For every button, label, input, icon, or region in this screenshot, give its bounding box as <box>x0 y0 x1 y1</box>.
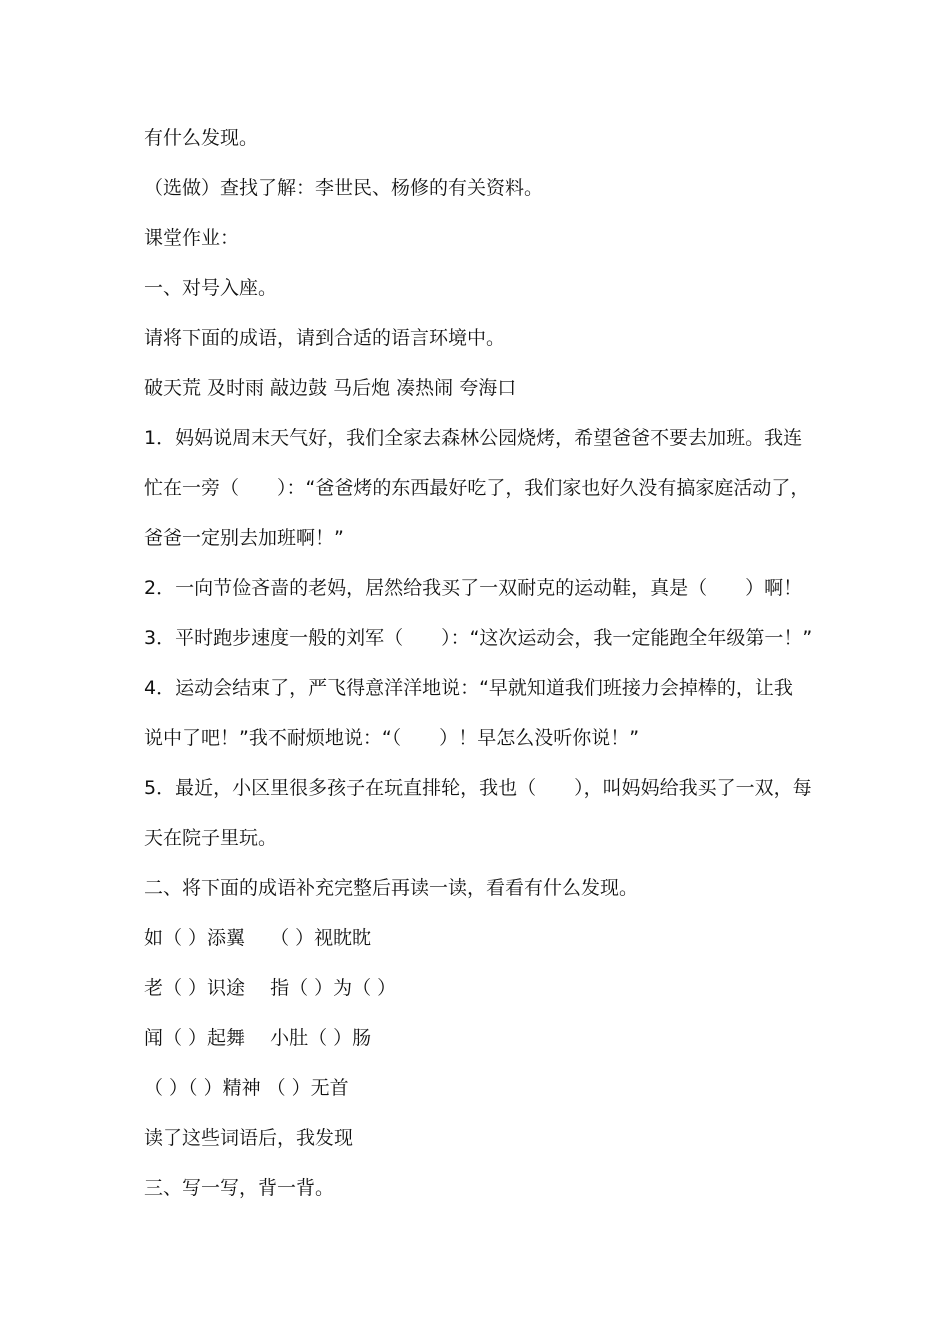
exercise-item: 天在院子里玩。 <box>144 827 278 849</box>
exercise-item: 2．一向节俭吝啬的老妈，居然给我买了一双耐克的运动鞋，真是（ ）啊！ <box>144 577 803 599</box>
text-line: 读了这些词语后，我发现 <box>144 1127 354 1149</box>
idiom-fill-row: 如（ ）添翼 （ ）视眈眈 <box>144 927 372 949</box>
idiom-list: 破天荒 及时雨 敲边鼓 马后炮 凑热闹 夸海口 <box>144 377 517 399</box>
instruction-text: 请将下面的成语，请到合适的语言环境中。 <box>144 327 506 349</box>
exercise-item: 忙在一旁（ ）：“爸爸烤的东西最好吃了，我们家也好久没有搞家庭活动了， <box>144 477 810 499</box>
section-heading: 三、写一写，背一背。 <box>144 1177 335 1199</box>
section-heading: 二、将下面的成语补充完整后再读一读，看看有什么发现。 <box>144 877 639 899</box>
idiom-fill-row: 闻（ ）起舞 小肚（ ）肠 <box>144 1027 372 1049</box>
text-line: （选做）查找了解：李世民、杨修的有关资料。 <box>144 177 544 199</box>
section-heading: 一、对号入座。 <box>144 277 278 299</box>
idiom-fill-row: （ ）（ ）精神 （ ）无首 <box>144 1077 349 1099</box>
text-line: 有什么发现。 <box>144 127 259 149</box>
exercise-item: 3．平时跑步速度一般的刘军（ ）：“这次运动会，我一定能跑全年级第一！” <box>144 627 813 649</box>
idiom-fill-row: 老（ ）识途 指（ ）为（ ） <box>144 977 397 999</box>
exercise-item: 4．运动会结束了，严飞得意洋洋地说：“早就知道我们班接力会掉棒的，让我 <box>144 677 793 699</box>
section-heading: 课堂作业： <box>144 227 240 249</box>
exercise-item: 爸爸一定别去加班啊！” <box>144 527 344 549</box>
exercise-item: 5．最近，小区里很多孩子在玩直排轮，我也（ ），叫妈妈给我买了一双，每 <box>144 777 812 799</box>
exercise-item: 说中了吧！”我不耐烦地说：“（ ）！早怎么没听你说！” <box>144 727 640 749</box>
exercise-item: 1．妈妈说周末天气好，我们全家去森林公园烧烤，希望爸爸不要去加班。我连 <box>144 427 803 449</box>
